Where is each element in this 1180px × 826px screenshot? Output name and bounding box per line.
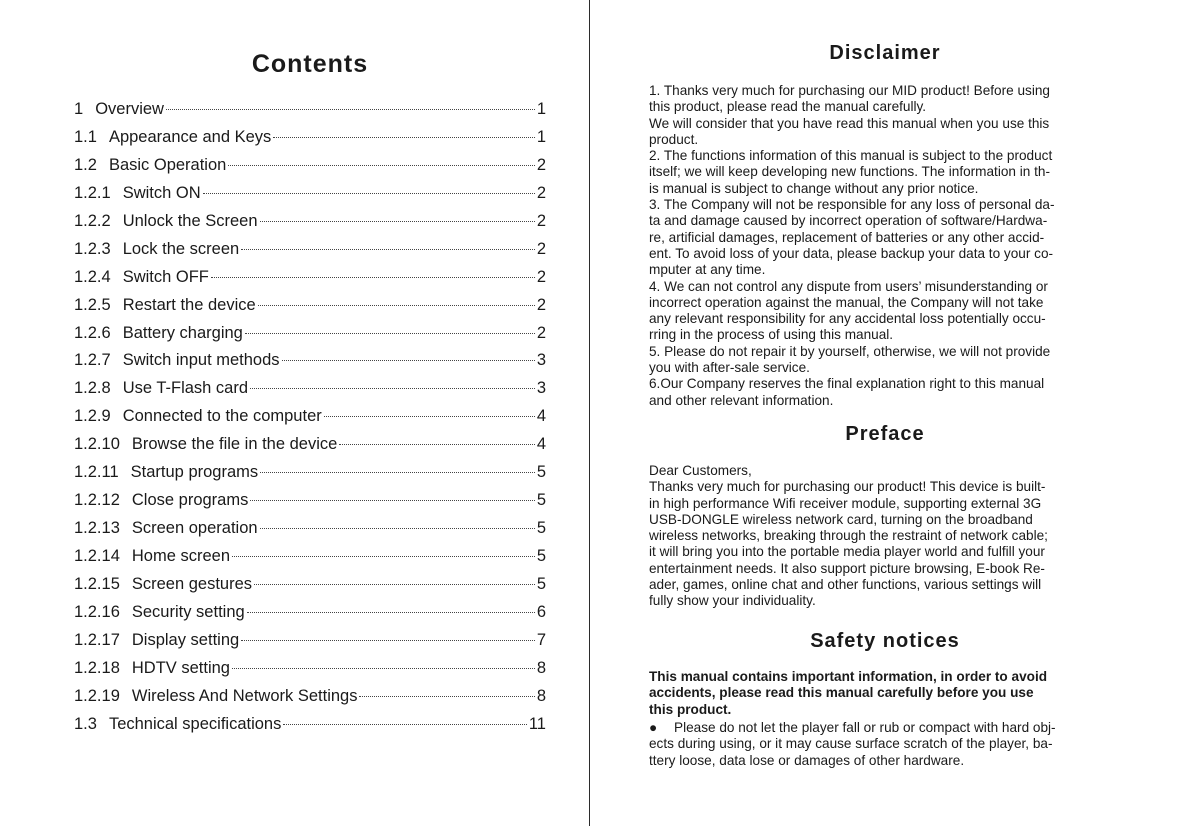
toc-leader-dots [250,388,535,389]
toc-entry [74,459,546,487]
toc-entry-label: Unlock the Screen [122,211,258,230]
toc-entry-number: 1.2.4 [74,267,111,286]
preface-text [649,463,1121,610]
text-line: ects during using, or it may cause surface scratch of the player, ba- [649,736,1053,752]
toc-entry-number: 1.2.13 [74,519,120,538]
text-line: rring in the process of using this manual. [649,327,894,343]
toc-entry-page: 1 [536,127,546,146]
toc-entry [74,683,546,711]
text-line: 1. Thanks very much for purchasing our MID product! Before using [649,83,1050,98]
text-line: 3. The Company will not be responsible for any loss of personal da- [649,197,1055,213]
toc-entry-number: 1.3 [74,714,97,733]
toc-entry-number: 1.2.18 [74,658,120,677]
toc-entry-number: 1.2.15 [74,574,120,593]
toc-entry [74,264,546,292]
toc-entry-page: 4 [536,407,546,426]
text-line: re, artificial damages, replacement of batteries or any other accid- [649,229,1045,245]
text-line: ttery loose, data lose or damages of other hardware. [649,752,965,768]
toc-entry [74,515,546,543]
toc-entry [74,431,546,459]
toc-entry-page: 2 [536,295,546,314]
toc-entry-label: Switch input methods [122,351,280,370]
text-line: fully show your individuality. [649,593,816,609]
toc-entry-page: 2 [536,323,546,342]
toc-entry-number: 1.2.11 [74,463,119,482]
toc-entry-label: Overview [95,100,164,118]
toc-entry-label: Startup programs [130,463,259,482]
toc-entry-number: 1.2.19 [74,686,120,705]
text-line: We will consider that you have read this manual when you use this [649,115,1050,131]
toc-entry-label: Display setting [131,630,240,649]
disclaimer-text [649,83,1121,409]
text-line: entertainment needs. It also support picture browsing, E-book Re- [649,560,1045,576]
toc-leader-dots [254,584,535,585]
page-divider [589,0,590,826]
toc-leader-dots [359,696,534,697]
toc-entry-page: 6 [536,602,546,621]
text-line: 2. The functions information of this manual is subject to the product [649,148,1053,164]
text-line: itself; we will keep developing new functions. The information in th- [649,164,1050,180]
toc-entry-label: Appearance and Keys [108,127,272,146]
toc-leader-dots [211,277,535,278]
toc-leader-dots [232,668,535,669]
toc-leader-dots [245,333,535,334]
toc-entry [74,347,546,375]
toc-entry-label: Restart the device [122,295,256,314]
bullet-text: Please do not let the player fall or rub or compact with hard obj- [674,720,1056,735]
toc-leader-dots [260,528,535,529]
text-line: mputer at any time. [649,262,766,278]
toc-entry-page: 2 [536,267,546,286]
toc-entry [74,292,546,320]
text-line: in high performance Wifi receiver module, supporting external 3G [649,495,1042,511]
toc-entry [74,571,546,599]
toc-entry-label: Switch ON [122,183,201,202]
text-line: any relevant responsibility for any accidental loss potentially occu- [649,311,1046,327]
toc-entry-label: HDTV setting [131,658,230,677]
toc-entry [74,711,546,739]
toc-entry [74,375,546,403]
toc-entry [74,180,546,208]
toc-entry-number: 1.1 [74,127,97,146]
toc-entry-number: 1.2.16 [74,602,120,621]
toc-entry-number: 1.2.3 [74,239,111,258]
toc-entry-label: Security setting [131,602,245,621]
text-line: 5. Please do not repair it by yourself, otherwise, we will not provide [649,343,1051,359]
text-line: product. [649,131,699,147]
safety-intro-text [649,669,1121,718]
toc-entry [74,599,546,627]
toc-entry [74,208,546,236]
toc-leader-dots [166,109,535,110]
toc-entry-page: 2 [536,155,546,174]
toc-entry-label: Use T-Flash card [122,379,249,398]
toc-entry-label: Wireless And Network Settings [131,686,358,705]
toc-list [74,96,546,739]
toc-entry-number: 1.2.5 [74,295,111,314]
toc-leader-dots [228,165,534,166]
toc-entry-label: Screen operation [131,519,258,538]
toc-entry-page: 5 [536,491,546,510]
toc-entry-number: 1.2.2 [74,211,111,230]
safety-bullet-item [649,720,1121,769]
text-line: this product. [649,701,732,717]
text-line: it will bring you into the portable media player world and fulfill your [649,544,1045,560]
text-line: you with after-sale service. [649,360,810,376]
toc-leader-dots [247,612,535,613]
disclaimer-title: Disclaimer [829,42,941,64]
toc-entry [74,627,546,655]
toc-entry-label: Home screen [131,547,230,565]
toc-entry-page: 5 [536,547,546,565]
toc-entry-page: 2 [536,211,546,230]
toc-leader-dots [250,500,534,501]
text-line: ta and damage caused by incorrect operation of software/Hardwa- [649,213,1048,229]
toc-entry-label: Close programs [131,491,249,510]
toc-leader-dots [283,724,527,725]
text-line: this product, please read the manual carefully. [649,99,927,115]
toc-entry-number: 1 [74,100,84,118]
toc-entry-page: 7 [536,630,546,649]
bullet-icon: ● [649,720,658,735]
toc-leader-dots [258,305,535,306]
text-line: wireless networks, breaking through the restraint of network cable; [649,528,1048,544]
text-line: ent. To avoid loss of your data, please backup your data to your co- [649,245,1054,261]
text-line: incorrect operation against the manual, the Company will not take [649,294,1044,310]
toc-entry-page: 5 [536,574,546,593]
text-line: 6.Our Company reserves the final explanation right to this manual [649,376,1045,392]
contents-title: Contents [251,50,369,78]
toc-entry-page: 1 [536,100,546,118]
toc-entry-number: 1.2 [74,155,97,174]
toc-leader-dots [339,444,534,445]
toc-entry [74,96,546,124]
toc-entry-page: 4 [536,435,546,454]
toc-entry [74,124,546,152]
toc-entry-number: 1.2.7 [74,351,111,370]
text-line: Dear Customers, [649,463,752,478]
toc-entry-label: Connected to the computer [122,407,322,426]
toc-entry-page: 8 [536,658,546,677]
toc-entry-number: 1.2.8 [74,379,111,398]
text-line: ader, games, online chat and other functions, various settings will [649,577,1042,593]
toc-entry-label: Technical specifications [108,714,282,733]
text-line: This manual contains important information, in order to avoid [649,669,1048,684]
toc-entry-label: Browse the file in the device [131,435,338,454]
toc-entry [74,236,546,264]
toc-leader-dots [260,221,535,222]
toc-leader-dots [273,137,535,138]
toc-leader-dots [241,640,535,641]
toc-leader-dots [232,556,535,557]
toc-entry-page: 2 [536,183,546,202]
toc-entry-number: 1.2.12 [74,491,120,510]
toc-entry-number: 1.2.14 [74,547,120,565]
toc-entry-page: 2 [536,239,546,258]
toc-entry-number: 1.2.1 [74,183,111,202]
toc-leader-dots [241,249,535,250]
text-line [649,720,1121,736]
safety-notices-title: Safety notices [810,630,960,652]
text-line: is manual is subject to change without any prior notice. [649,180,979,196]
toc-leader-dots [203,193,535,194]
contents-page [74,0,552,826]
text-line: Thanks very much for purchasing our product! This device is built- [649,479,1046,495]
toc-entry-number: 1.2.6 [74,323,111,342]
toc-entry [74,655,546,683]
toc-entry [74,152,546,180]
toc-entry-label: Battery charging [122,323,243,342]
toc-leader-dots [282,360,535,361]
text-line: USB-DONGLE wireless network card, turning on the broadband [649,511,1033,527]
toc-entry-label: Screen gestures [131,574,253,593]
text-line: 4. We can not control any dispute from users’ misunderstanding or [649,278,1048,294]
toc-leader-dots [260,472,535,473]
toc-entry-label: Switch OFF [122,267,209,286]
preface-title: Preface [845,423,925,445]
text-line: and other relevant information. [649,392,834,408]
toc-entry-label: Basic Operation [108,155,227,174]
toc-entry [74,543,546,571]
toc-entry-page: 3 [536,351,546,370]
toc-entry [74,320,546,348]
toc-entry-number: 1.2.10 [74,435,120,454]
toc-entry-page: 11 [528,714,546,733]
toc-entry-page: 5 [536,519,546,538]
text-line: accidents, please read this manual carefully before you use [649,685,1034,701]
toc-entry [74,487,546,515]
toc-entry-number: 1.2.17 [74,630,120,649]
toc-entry [74,403,546,431]
toc-entry-page: 5 [536,463,546,482]
toc-entry-page: 3 [536,379,546,398]
toc-entry-number: 1.2.9 [74,407,111,426]
toc-entry-label: Lock the screen [122,239,240,258]
toc-leader-dots [324,416,535,417]
toc-entry-page: 8 [536,686,546,705]
